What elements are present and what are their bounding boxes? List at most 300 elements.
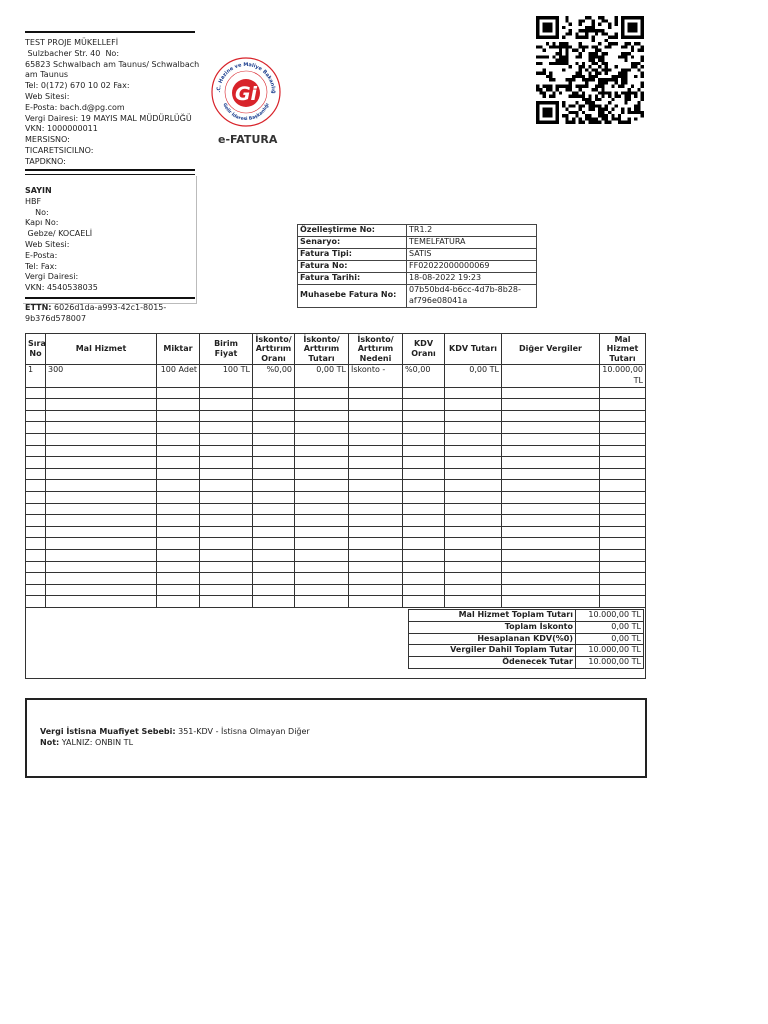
table-cell <box>403 596 445 608</box>
table-cell <box>403 549 445 561</box>
table-cell <box>403 457 445 469</box>
table-cell <box>200 549 253 561</box>
table-cell <box>600 468 646 480</box>
table-cell <box>157 445 200 457</box>
seller-info <box>25 38 200 168</box>
seller-line: VKN: 1000000011 <box>25 124 98 134</box>
table-cell <box>600 399 646 411</box>
table-cell <box>349 468 403 480</box>
meta-key: Muhasebe Fatura No: <box>298 285 407 308</box>
table-cell <box>445 387 502 399</box>
table-cell <box>445 526 502 538</box>
table-cell <box>200 480 253 492</box>
table-cell <box>349 549 403 561</box>
seller-line: TICARETSICILNO: <box>25 145 94 155</box>
note-line <box>40 738 630 749</box>
table-cell <box>46 480 157 492</box>
table-row <box>26 433 646 445</box>
table-cell <box>349 526 403 538</box>
column-header: Birim Fiyat <box>200 334 253 365</box>
table-cell <box>253 410 295 422</box>
totals-label: Mal Hizmet Toplam Tutarı <box>409 610 576 622</box>
table-cell <box>253 573 295 585</box>
table-row <box>26 503 646 515</box>
table-cell <box>349 515 403 527</box>
table-cell <box>295 387 349 399</box>
meta-row <box>298 225 537 237</box>
table-cell <box>349 410 403 422</box>
seller-line: E-Posta: bach.d@pg.com <box>25 102 125 112</box>
table-cell <box>253 538 295 550</box>
table-cell <box>295 480 349 492</box>
table-cell <box>157 387 200 399</box>
qr-code <box>536 16 644 124</box>
table-cell <box>46 573 157 585</box>
table-cell <box>157 549 200 561</box>
seller-line: Vergi Dairesi: 19 MAYIS MAL MÜDÜRLÜĞÜ <box>25 113 192 123</box>
table-cell <box>46 503 157 515</box>
note-value: YALNIZ: ONBIN TL <box>61 737 134 747</box>
table-cell <box>200 503 253 515</box>
table-cell <box>200 422 253 434</box>
totals-label: Hesaplanan KDV(%0) <box>409 633 576 645</box>
table-cell <box>600 410 646 422</box>
table-row <box>26 549 646 561</box>
table-cell <box>403 433 445 445</box>
table-cell <box>46 410 157 422</box>
column-header: İskonto/ Arttırım Oranı <box>253 334 295 365</box>
column-header: Mal Hizmet <box>46 334 157 365</box>
totals-row <box>409 621 644 633</box>
table-row <box>26 457 646 469</box>
buyer-line: Tel: Fax: <box>25 261 58 271</box>
table-cell <box>502 480 600 492</box>
buyer-line: Kapı No: <box>25 218 59 228</box>
column-header: KDV Tutarı <box>445 334 502 365</box>
table-cell <box>46 399 157 411</box>
table-cell <box>26 584 46 596</box>
document-title: e-FATURA <box>218 133 278 146</box>
table-cell <box>502 457 600 469</box>
table-cell <box>157 503 200 515</box>
table-cell <box>157 433 200 445</box>
table-cell: 10.000,00 TL <box>600 365 646 388</box>
table-cell <box>600 596 646 608</box>
seller-top-rule <box>25 31 195 33</box>
table-cell: 0,00 TL <box>295 365 349 388</box>
table-cell <box>157 584 200 596</box>
totals-value: 0,00 TL <box>576 633 644 645</box>
table-cell <box>46 549 157 561</box>
totals-label: Vergiler Dahil Toplam Tutar <box>409 645 576 657</box>
table-cell <box>46 584 157 596</box>
table-cell <box>502 468 600 480</box>
table-cell <box>295 399 349 411</box>
table-cell <box>26 422 46 434</box>
table-cell <box>502 399 600 411</box>
exemption-label: Vergi İstisna Muafiyet Sebebi: <box>40 727 176 736</box>
column-header: Miktar <box>157 334 200 365</box>
table-cell <box>445 445 502 457</box>
table-cell <box>502 515 600 527</box>
table-cell <box>403 399 445 411</box>
table-row <box>26 538 646 550</box>
seller-line: Web Sitesi: <box>25 91 70 101</box>
meta-row <box>298 273 537 285</box>
table-cell <box>295 433 349 445</box>
table-cell <box>349 538 403 550</box>
table-cell <box>253 584 295 596</box>
table-cell <box>46 433 157 445</box>
meta-row <box>298 237 537 249</box>
exemption-value: 351-KDV - İstisna Olmayan Diğer <box>178 727 310 736</box>
seller-bottom-rule <box>25 169 195 171</box>
table-cell <box>600 584 646 596</box>
table-cell <box>157 573 200 585</box>
table-cell <box>349 422 403 434</box>
table-cell <box>295 561 349 573</box>
table-cell <box>157 480 200 492</box>
buyer-line: VKN: 4540538035 <box>25 283 98 293</box>
table-cell <box>200 538 253 550</box>
table-cell <box>46 491 157 503</box>
table-cell <box>253 491 295 503</box>
table-cell <box>403 468 445 480</box>
table-cell <box>445 491 502 503</box>
table-cell <box>46 457 157 469</box>
table-cell <box>26 410 46 422</box>
meta-value: TR1.2 <box>407 225 537 237</box>
table-cell <box>26 503 46 515</box>
table-cell <box>349 561 403 573</box>
column-header: Mal Hizmet Tutarı <box>600 334 646 365</box>
table-cell: %0,00 <box>253 365 295 388</box>
table-cell: 100 Adet <box>157 365 200 388</box>
table-cell <box>200 526 253 538</box>
meta-key: Senaryo: <box>298 237 407 249</box>
table-cell <box>600 457 646 469</box>
table-cell <box>26 515 46 527</box>
table-cell <box>46 561 157 573</box>
table-cell <box>200 387 253 399</box>
table-cell <box>200 491 253 503</box>
table-cell <box>157 515 200 527</box>
table-cell <box>26 445 46 457</box>
buyer-title: SAYIN <box>25 186 52 195</box>
table-cell <box>200 573 253 585</box>
table-cell <box>600 573 646 585</box>
table-cell <box>46 596 157 608</box>
table-cell: %0,00 <box>403 365 445 388</box>
table-cell <box>253 503 295 515</box>
buyer-line: HBF <box>25 196 42 206</box>
buyer-line: No: <box>25 207 49 217</box>
table-cell <box>403 561 445 573</box>
table-cell <box>349 445 403 457</box>
table-cell <box>200 433 253 445</box>
exemption-line <box>40 727 630 738</box>
meta-row <box>298 249 537 261</box>
totals-value: 10.000,00 TL <box>576 610 644 622</box>
buyer-line: E-Posta: <box>25 250 58 260</box>
table-cell <box>600 503 646 515</box>
table-cell <box>502 573 600 585</box>
table-cell <box>46 515 157 527</box>
buyer-info <box>25 186 197 294</box>
buyer-line: Gebze/ KOCAELİ <box>25 229 93 239</box>
table-cell <box>445 515 502 527</box>
table-cell <box>403 422 445 434</box>
table-cell <box>445 596 502 608</box>
table-cell <box>445 457 502 469</box>
meta-value: 18-08-2022 19:23 <box>407 273 537 285</box>
invoice-meta-table <box>297 224 537 308</box>
table-cell <box>403 491 445 503</box>
table-cell <box>349 457 403 469</box>
table-row <box>26 561 646 573</box>
table-cell <box>502 491 600 503</box>
table-cell <box>403 445 445 457</box>
table-row <box>26 480 646 492</box>
table-cell <box>502 365 600 388</box>
table-cell <box>26 480 46 492</box>
table-cell <box>157 561 200 573</box>
table-cell <box>403 410 445 422</box>
table-cell <box>502 596 600 608</box>
seller-line: Sulzbacher Str. 40 No: <box>25 48 120 58</box>
logo-arc-top: .C. Hazine ve Maliye Bakanlığ <box>215 61 277 94</box>
totals-value: 10.000,00 TL <box>576 645 644 657</box>
table-cell <box>26 549 46 561</box>
table-cell <box>502 503 600 515</box>
column-header: Diğer Vergiler <box>502 334 600 365</box>
table-cell <box>253 457 295 469</box>
table-cell <box>295 468 349 480</box>
table-cell <box>157 538 200 550</box>
table-cell <box>157 410 200 422</box>
totals-table <box>408 609 644 669</box>
table-cell <box>445 410 502 422</box>
table-cell <box>253 387 295 399</box>
table-cell <box>295 596 349 608</box>
table-cell <box>295 503 349 515</box>
table-cell <box>253 596 295 608</box>
table-cell <box>253 480 295 492</box>
buyer-line: Web Sitesi: <box>25 239 70 249</box>
table-cell <box>26 457 46 469</box>
table-cell <box>403 503 445 515</box>
table-cell <box>157 399 200 411</box>
table-cell <box>403 526 445 538</box>
logo-letters: Gi <box>234 83 258 105</box>
table-cell <box>26 526 46 538</box>
table-row <box>26 387 646 399</box>
table-cell <box>295 410 349 422</box>
table-cell <box>349 387 403 399</box>
meta-value: TEMELFATURA <box>407 237 537 249</box>
table-cell <box>502 422 600 434</box>
table-cell <box>502 387 600 399</box>
table-cell <box>253 515 295 527</box>
table-cell <box>46 468 157 480</box>
table-cell <box>600 561 646 573</box>
meta-value: FF02022000000069 <box>407 261 537 273</box>
seller-line: TEST PROJE MÜKELLEFİ <box>25 38 119 47</box>
table-cell <box>157 491 200 503</box>
meta-key: Fatura No: <box>298 261 407 273</box>
column-header: İskonto/ Arttırım Nedeni <box>349 334 403 365</box>
table-cell <box>26 538 46 550</box>
table-cell <box>502 561 600 573</box>
table-cell <box>253 445 295 457</box>
table-cell <box>295 457 349 469</box>
table-cell <box>600 515 646 527</box>
table-cell <box>295 584 349 596</box>
table-cell <box>502 549 600 561</box>
table-cell <box>157 457 200 469</box>
table-row <box>26 468 646 480</box>
table-cell <box>253 468 295 480</box>
table-cell <box>403 480 445 492</box>
table-cell <box>403 538 445 550</box>
table-cell: 1 <box>26 365 46 388</box>
table-cell <box>403 387 445 399</box>
table-cell <box>600 549 646 561</box>
buyer-line: Vergi Dairesi: <box>25 272 79 282</box>
column-header: KDV Oranı <box>403 334 445 365</box>
seller-line: 65823 Schwalbach am Taunus/ Schwalbach am Taunus <box>25 59 202 80</box>
table-cell <box>26 433 46 445</box>
meta-key: Fatura Tarihi: <box>298 273 407 285</box>
table-cell <box>46 445 157 457</box>
gib-logo <box>210 56 282 128</box>
table-cell <box>349 491 403 503</box>
table-cell <box>349 584 403 596</box>
buyer-bottom-rule <box>25 297 195 299</box>
table-cell <box>445 422 502 434</box>
meta-key: Özelleştirme No: <box>298 225 407 237</box>
table-cell <box>502 526 600 538</box>
table-row <box>26 515 646 527</box>
table-cell <box>253 561 295 573</box>
table-cell <box>295 526 349 538</box>
table-cell <box>200 561 253 573</box>
table-cell <box>26 596 46 608</box>
table-cell: 100 TL <box>200 365 253 388</box>
table-cell <box>445 503 502 515</box>
table-cell <box>295 422 349 434</box>
table-cell: 0,00 TL <box>445 365 502 388</box>
table-cell <box>46 538 157 550</box>
table-cell <box>295 538 349 550</box>
meta-value: SATIS <box>407 249 537 261</box>
totals-value: 0,00 TL <box>576 621 644 633</box>
table-cell <box>600 422 646 434</box>
table-cell <box>502 410 600 422</box>
totals-label: Ödenecek Tutar <box>409 657 576 669</box>
meta-row <box>298 285 537 308</box>
table-cell <box>445 549 502 561</box>
table-cell <box>200 515 253 527</box>
table-cell <box>157 422 200 434</box>
note-label: Not: <box>40 737 60 747</box>
totals-label: Toplam İskonto <box>409 621 576 633</box>
table-cell <box>26 491 46 503</box>
table-cell <box>445 433 502 445</box>
table-cell <box>600 480 646 492</box>
table-cell <box>46 387 157 399</box>
table-cell <box>600 433 646 445</box>
table-cell <box>46 526 157 538</box>
table-cell <box>26 573 46 585</box>
logo-arc-bottom: Gelir İdaresi Başkanlığı <box>221 102 271 123</box>
totals-row <box>409 645 644 657</box>
table-cell <box>200 399 253 411</box>
table-cell <box>502 445 600 457</box>
table-cell <box>349 399 403 411</box>
table-cell <box>600 387 646 399</box>
table-row <box>26 573 646 585</box>
table-cell <box>157 596 200 608</box>
column-header: İskonto/ Arttırım Tutarı <box>295 334 349 365</box>
table-row <box>26 491 646 503</box>
table-cell <box>26 387 46 399</box>
table-cell <box>200 445 253 457</box>
table-cell <box>445 561 502 573</box>
table-cell: 300 <box>46 365 157 388</box>
table-cell <box>295 573 349 585</box>
table-cell <box>295 549 349 561</box>
table-row <box>26 445 646 457</box>
table-cell <box>445 538 502 550</box>
table-cell <box>253 526 295 538</box>
table-cell <box>253 399 295 411</box>
meta-value: 07b50bd4-b6cc-4d7b-8b28-af796e08041a <box>407 285 537 308</box>
table-row <box>26 596 646 608</box>
table-cell <box>600 445 646 457</box>
table-cell <box>349 596 403 608</box>
table-row <box>26 422 646 434</box>
table-cell: İskonto - <box>349 365 403 388</box>
table-cell <box>46 422 157 434</box>
table-cell <box>403 573 445 585</box>
table-cell <box>157 526 200 538</box>
table-row <box>26 399 646 411</box>
table-cell <box>502 433 600 445</box>
table-row <box>26 526 646 538</box>
table-cell <box>445 399 502 411</box>
column-header: Sıra No <box>26 334 46 365</box>
table-cell <box>253 433 295 445</box>
table-cell <box>200 584 253 596</box>
ettn-value: 6026d1da-a993-42c1-8015-9b376d578007 <box>25 303 167 323</box>
buyer-top-rule <box>25 174 195 175</box>
table-cell <box>403 515 445 527</box>
table-cell <box>349 573 403 585</box>
table-cell <box>445 573 502 585</box>
table-cell <box>26 399 46 411</box>
table-cell <box>502 584 600 596</box>
totals-row <box>409 657 644 669</box>
table-cell <box>26 561 46 573</box>
seller-line: Tel: 0(172) 670 10 02 Fax: <box>25 81 130 91</box>
table-cell <box>502 538 600 550</box>
table-cell <box>200 457 253 469</box>
seller-line: TAPDKNO: <box>25 156 66 166</box>
meta-key: Fatura Tipi: <box>298 249 407 261</box>
meta-row <box>298 261 537 273</box>
table-cell <box>349 480 403 492</box>
